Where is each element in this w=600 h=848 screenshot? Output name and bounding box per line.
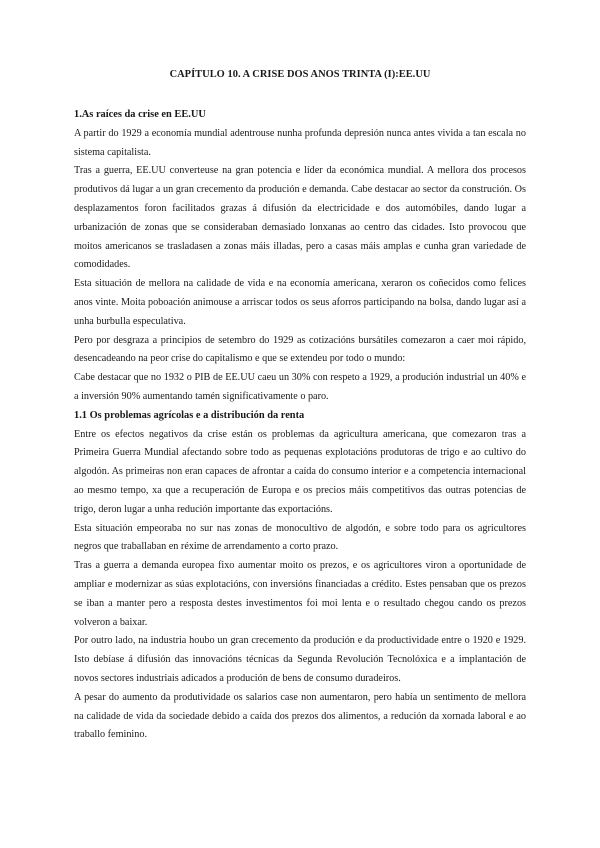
paragraph: Tras a guerra, EE.UU converteuse na gran potencia e líder da económica mundial. A mellora dos procesos produtivos dá lugar a un gran crecemento da produción e demanda. Cabe destacar ao sector da construción. Os desplazamentos foron facilitados grazas á difusión da electricidade e dos automóbiles, dando lugar a urbanización de zonas que se consideraban demasiado lonxanas ao centro das cidades. Isto provocou que moitos americanos se trasladasen a zonas máis illadas, pero a casas máis amplas e cunha gran variedade de comodidades. <box>74 165 526 271</box>
paragraph: Cabe destacar que no 1932 o PIB de EE.UU caeu un 30% con respeto a 1929, a produción industrial un 40% e a inversión 90% aumentando tamén significativamente o paro. <box>74 372 526 402</box>
paragraph: Esta situación empeoraba no sur nas zonas de monocultivo de algodón, e sobre todo para os agricultores negros que traballaban en réxime de arrendamento a corto prazo. <box>74 522 526 553</box>
paragraph: Tras a guerra a demanda europea fixo aumentar moito os prezos, e os agricultores viron a oportunidade de ampliar e modernizar as súas explotacións, con inversións financiadas a crédito. Estes pensaban que os prezos se iban a manter pero a resposta destes investimentos foi moi lenta e o resultado chegou cando os prezos volveron a baixar. <box>74 560 526 628</box>
paragraph: Por outro lado, na industria houbo un gran crecemento da produción e da productividade entre o 1920 e 1929. Isto debíase á difusión das innovacións técnicas da Segunda Revolución Tecnolóxica e a implantación de novos sectores industriais adicados a produción de bens de consumo duradeiros. <box>74 635 526 684</box>
paragraph: A partir do 1929 a economía mundial adentrouse nunha profunda depresión nunca antes vivida a tan escala no sistema capitalista. <box>74 127 526 158</box>
subsection-heading: 1.1 Os problemas agrícolas e a distribución da renta <box>74 409 305 421</box>
section-heading: 1.As raíces da crise en EE.UU <box>74 109 206 120</box>
paragraph: A pesar do aumento da produtividade os salarios case non aumentaron, pero había un sentimento de mellora na calidade de vida da sociedade debido a caída dos prezos dos alimentos, a redución da xornada laboral e ao traballo feminino. <box>74 691 526 741</box>
paragraph: Pero por desgraza a principios de setembro do 1929 as cotizacións bursátiles comezaron a caer moi rápido, desencadeando na peor crise do capitalismo e que se extendeu por todo o mundo: <box>74 334 526 365</box>
paragraph: Entre os efectos negativos da crise están os problemas da agricultura americana, que comezaron tras a Primeira Guerra Mundial afectando sobre todo as pequenas explotacións produtoras de trigo e ao cultivo do algodón. As primeiras non eran capaces de afrontar a caída do consumo interior e a competencia internacional ao mesmo tempo, xa que a recuperación de Europa e os precios máis competitivos das outras potencias de trigo, deron lugar a unha redución importante das exportacións. <box>74 428 526 515</box>
paragraph: Esta situación de mellora na calidade de vida e na economía americana, xeraron os coñecidos como felices anos vinte. Moita poboación animouse a arriscar todos os seus aforros participando na bolsa, dando lugar así a unha burbulla especulativa. <box>74 278 526 327</box>
chapter-title: CAPÍTULO 10. A CRISE DOS ANOS TRINTA (I):EE.UU <box>169 69 431 80</box>
